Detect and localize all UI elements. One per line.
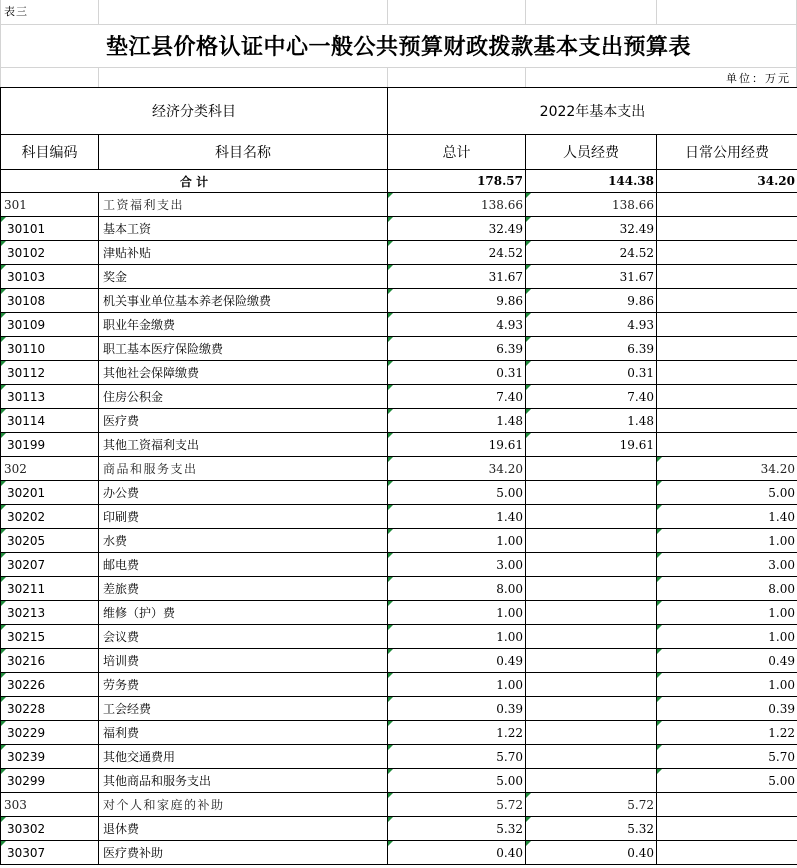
cell-total[interactable]: 34.20 [388, 457, 526, 481]
cell-code[interactable]: 30228 [1, 697, 99, 721]
table-row [1, 241, 797, 265]
cell-total[interactable]: 4.93 [388, 313, 526, 337]
cell-personnel[interactable] [526, 721, 657, 745]
cell-code[interactable]: 301 [1, 193, 99, 217]
cell-public[interactable] [657, 817, 797, 841]
cell-code[interactable]: 30307 [1, 841, 99, 865]
cell-code[interactable]: 30199 [1, 433, 99, 457]
header-row-2 [1, 135, 797, 170]
cell-public[interactable] [657, 385, 797, 409]
cell-total[interactable]: 7.40 [388, 385, 526, 409]
header-name[interactable]: 科目名称 [99, 135, 388, 170]
cell-public[interactable] [657, 361, 797, 385]
cell-code[interactable]: 30103 [1, 265, 99, 289]
cell-code[interactable]: 30108 [1, 289, 99, 313]
cell-total[interactable]: 24.52 [388, 241, 526, 265]
cell-total[interactable]: 1.40 [388, 505, 526, 529]
cell-code[interactable]: 30201 [1, 481, 99, 505]
total-row [1, 170, 797, 193]
cell-public[interactable]: 1.40 [657, 505, 797, 529]
cell-personnel[interactable]: 5.32 [526, 817, 657, 841]
cell-name[interactable]: 差旅费 [99, 577, 388, 601]
unit-row[interactable] [0, 68, 797, 87]
cell-personnel[interactable] [526, 505, 657, 529]
cell-personnel[interactable]: 0.31 [526, 361, 657, 385]
cell-code[interactable]: 30215 [1, 625, 99, 649]
cell-personnel[interactable] [526, 481, 657, 505]
cell-name[interactable]: 职业年金缴费 [99, 313, 388, 337]
total-value[interactable]: 178.57 [388, 170, 526, 193]
cell-personnel[interactable] [526, 457, 657, 481]
title-row[interactable] [0, 24, 797, 68]
cell-public[interactable]: 3.00 [657, 553, 797, 577]
total-public[interactable]: 34.20 [657, 170, 797, 193]
cell-total[interactable]: 32.49 [388, 217, 526, 241]
cell-public[interactable] [657, 841, 797, 865]
cell-code[interactable]: 30114 [1, 409, 99, 433]
cell-personnel[interactable] [526, 649, 657, 673]
cell-total[interactable]: 0.49 [388, 649, 526, 673]
table-row [1, 817, 797, 841]
cell-total[interactable]: 1.48 [388, 409, 526, 433]
cell-total[interactable]: 6.39 [388, 337, 526, 361]
cell-personnel[interactable]: 0.40 [526, 841, 657, 865]
table-row [1, 361, 797, 385]
cell-total[interactable]: 1.00 [388, 625, 526, 649]
table-row [1, 673, 797, 697]
cell-public[interactable] [657, 265, 797, 289]
cell-personnel[interactable]: 1.48 [526, 409, 657, 433]
cell-personnel[interactable] [526, 625, 657, 649]
cell-total[interactable]: 8.00 [388, 577, 526, 601]
cell-name[interactable]: 机关事业单位基本养老保险缴费 [99, 289, 388, 313]
cell-name[interactable]: 其他商品和服务支出 [99, 769, 388, 793]
cell-public[interactable]: 0.39 [657, 697, 797, 721]
table-row [1, 433, 797, 457]
cell-code[interactable]: 30101 [1, 217, 99, 241]
cell-name[interactable]: 劳务费 [99, 673, 388, 697]
total-personnel[interactable]: 144.38 [526, 170, 657, 193]
cell-code[interactable]: 30229 [1, 721, 99, 745]
cell-personnel[interactable] [526, 697, 657, 721]
table-row [1, 769, 797, 793]
table-row [1, 649, 797, 673]
cell-name[interactable]: 会议费 [99, 625, 388, 649]
header-personnel[interactable]: 人员经费 [526, 135, 657, 170]
table-row [1, 505, 797, 529]
cell-public[interactable]: 5.00 [657, 481, 797, 505]
cell-code[interactable]: 30211 [1, 577, 99, 601]
cell-name[interactable]: 医疗费 [99, 409, 388, 433]
cell-public[interactable] [657, 409, 797, 433]
cell-personnel[interactable] [526, 577, 657, 601]
cell-name[interactable]: 津贴补贴 [99, 241, 388, 265]
cell-name[interactable]: 其他社会保障缴费 [99, 361, 388, 385]
cell-name[interactable]: 医疗费补助 [99, 841, 388, 865]
cell-personnel[interactable] [526, 529, 657, 553]
cell-total[interactable]: 1.00 [388, 529, 526, 553]
table-row [1, 697, 797, 721]
cell-code[interactable]: 302 [1, 457, 99, 481]
cell-name[interactable]: 住房公积金 [99, 385, 388, 409]
table-label: 表三 [4, 5, 28, 18]
cell-name[interactable]: 其他交通费用 [99, 745, 388, 769]
cell-total[interactable]: 0.40 [388, 841, 526, 865]
cell-total[interactable]: 5.00 [388, 769, 526, 793]
cell-public[interactable] [657, 289, 797, 313]
cell-public[interactable]: 34.20 [657, 457, 797, 481]
header-code[interactable]: 科目编码 [1, 135, 99, 170]
cell-public[interactable]: 5.00 [657, 769, 797, 793]
cell-public[interactable]: 1.22 [657, 721, 797, 745]
cell-personnel[interactable]: 9.86 [526, 289, 657, 313]
cell-code[interactable]: 30205 [1, 529, 99, 553]
table-row [1, 841, 797, 865]
cell-code[interactable]: 303 [1, 793, 99, 817]
cell-personnel[interactable]: 6.39 [526, 337, 657, 361]
cell-name[interactable]: 基本工资 [99, 217, 388, 241]
table-row [1, 721, 797, 745]
cell-name[interactable]: 邮电费 [99, 553, 388, 577]
cell-personnel[interactable]: 138.66 [526, 193, 657, 217]
cell-personnel[interactable]: 32.49 [526, 217, 657, 241]
cell-code[interactable]: 30202 [1, 505, 99, 529]
cell-public[interactable] [657, 337, 797, 361]
cell-total[interactable]: 5.72 [388, 793, 526, 817]
cell-public[interactable]: 1.00 [657, 673, 797, 697]
cell-name[interactable]: 其他工资福利支出 [99, 433, 388, 457]
cell-public[interactable]: 1.00 [657, 625, 797, 649]
cell-code[interactable]: 30207 [1, 553, 99, 577]
table-row [1, 337, 797, 361]
cell-personnel[interactable]: 7.40 [526, 385, 657, 409]
cell-personnel[interactable] [526, 769, 657, 793]
cell-code[interactable]: 30110 [1, 337, 99, 361]
cell-total[interactable]: 0.39 [388, 697, 526, 721]
cell-personnel[interactable]: 19.61 [526, 433, 657, 457]
cell-code[interactable]: 30216 [1, 649, 99, 673]
cell-total[interactable]: 5.70 [388, 745, 526, 769]
cell-total[interactable]: 19.61 [388, 433, 526, 457]
cell-personnel[interactable]: 31.67 [526, 265, 657, 289]
header-year-basic[interactable]: 2022年基本支出 [388, 88, 797, 135]
cell-total[interactable]: 1.00 [388, 601, 526, 625]
cell-name[interactable]: 退休费 [99, 817, 388, 841]
cell-personnel[interactable] [526, 673, 657, 697]
cell-public[interactable]: 1.00 [657, 601, 797, 625]
cell-code[interactable]: 30302 [1, 817, 99, 841]
cell-name[interactable]: 工会经费 [99, 697, 388, 721]
cell-name[interactable]: 职工基本医疗保险缴费 [99, 337, 388, 361]
cell-total[interactable]: 31.67 [388, 265, 526, 289]
cell-total[interactable]: 5.00 [388, 481, 526, 505]
cell-public[interactable] [657, 313, 797, 337]
cell-personnel[interactable] [526, 553, 657, 577]
section-row [1, 457, 797, 481]
cell-name[interactable]: 办公费 [99, 481, 388, 505]
table-row [1, 553, 797, 577]
cell-total[interactable]: 3.00 [388, 553, 526, 577]
cell-total[interactable]: 5.32 [388, 817, 526, 841]
total-label[interactable]: 合 计 [1, 170, 388, 193]
table-row [1, 313, 797, 337]
cell-name[interactable]: 印刷费 [99, 505, 388, 529]
cell-public[interactable]: 5.70 [657, 745, 797, 769]
cell-code[interactable]: 30226 [1, 673, 99, 697]
table-row [1, 385, 797, 409]
cell-name[interactable]: 对个人和家庭的补助 [99, 793, 388, 817]
cell-public[interactable]: 1.00 [657, 529, 797, 553]
header-row-1 [1, 88, 797, 135]
table-label-row[interactable] [0, 0, 797, 24]
table-row [1, 289, 797, 313]
cell-public[interactable]: 0.49 [657, 649, 797, 673]
cell-personnel[interactable] [526, 745, 657, 769]
cell-name[interactable]: 培训费 [99, 649, 388, 673]
cell-code[interactable]: 30213 [1, 601, 99, 625]
cell-total[interactable]: 138.66 [388, 193, 526, 217]
cell-public[interactable]: 8.00 [657, 577, 797, 601]
section-row [1, 193, 797, 217]
header-total[interactable]: 总计 [388, 135, 526, 170]
cell-code[interactable]: 30109 [1, 313, 99, 337]
table-row [1, 481, 797, 505]
cell-name[interactable]: 商品和服务支出 [99, 457, 388, 481]
cell-public[interactable] [657, 217, 797, 241]
cell-public[interactable] [657, 433, 797, 457]
cell-total[interactable]: 1.22 [388, 721, 526, 745]
page-title: 垫江县价格认证中心一般公共预算财政拨款基本支出预算表 [105, 34, 691, 60]
cell-total[interactable]: 1.00 [388, 673, 526, 697]
table-row [1, 217, 797, 241]
table-row [1, 625, 797, 649]
table-row [1, 529, 797, 553]
table-row [1, 265, 797, 289]
cell-public[interactable] [657, 241, 797, 265]
cell-total[interactable]: 9.86 [388, 289, 526, 313]
cell-name[interactable]: 福利费 [99, 721, 388, 745]
cell-total[interactable]: 0.31 [388, 361, 526, 385]
budget-table [0, 87, 797, 865]
cell-personnel[interactable]: 24.52 [526, 241, 657, 265]
cell-personnel[interactable] [526, 601, 657, 625]
section-row [1, 793, 797, 817]
cell-code[interactable]: 30102 [1, 241, 99, 265]
cell-name[interactable]: 工资福利支出 [99, 193, 388, 217]
table-row [1, 409, 797, 433]
unit-label: 单位：万元 [726, 72, 791, 85]
cell-name[interactable]: 奖金 [99, 265, 388, 289]
cell-public[interactable] [657, 193, 797, 217]
table-row [1, 577, 797, 601]
cell-name[interactable]: 水费 [99, 529, 388, 553]
table-row [1, 601, 797, 625]
cell-code[interactable]: 30299 [1, 769, 99, 793]
cell-public[interactable] [657, 793, 797, 817]
cell-code[interactable]: 30113 [1, 385, 99, 409]
cell-personnel[interactable]: 4.93 [526, 313, 657, 337]
cell-code[interactable]: 30112 [1, 361, 99, 385]
cell-code[interactable]: 30239 [1, 745, 99, 769]
cell-personnel[interactable]: 5.72 [526, 793, 657, 817]
cell-name[interactable]: 维修（护）费 [99, 601, 388, 625]
table-row [1, 745, 797, 769]
header-public[interactable]: 日常公用经费 [657, 135, 797, 170]
header-economic-class[interactable]: 经济分类科目 [1, 88, 388, 135]
